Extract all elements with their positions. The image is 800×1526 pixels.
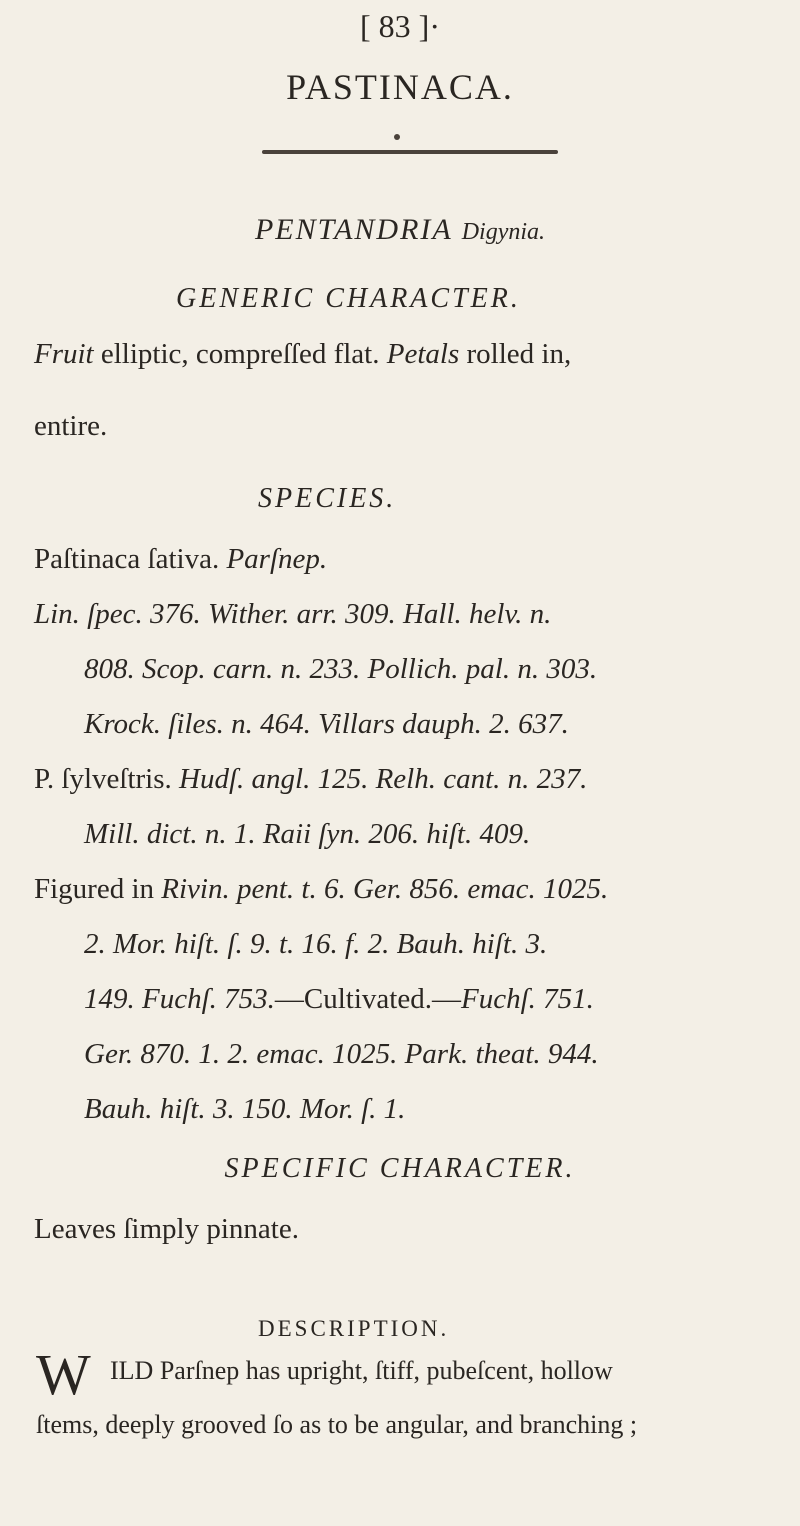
references-line-8a: 149. Fuchſ. 753. bbox=[84, 983, 275, 1015]
drop-capital: W bbox=[36, 1342, 91, 1407]
references-line-7: 2. Mor. hiſt. ſ. 9. t. 16. f. 2. Bauh. hiſt. 3. bbox=[84, 928, 548, 960]
sylvestris-name: P. ſylveſtris. bbox=[34, 763, 172, 795]
specific-character-heading: SPECIFIC CHARACTER. bbox=[224, 1153, 576, 1184]
references-line-8b: Fuchſ. 751. bbox=[460, 983, 594, 1015]
generic-character-heading: GENERIC CHARACTER. bbox=[176, 283, 521, 314]
classification bbox=[0, 213, 800, 247]
petals-label: Petals bbox=[386, 338, 460, 370]
ornamental-rule bbox=[262, 150, 558, 154]
species-sativa bbox=[34, 543, 327, 576]
species-heading: SPECIES. bbox=[258, 483, 397, 514]
description-line-2: ſtems, deeply grooved ſo as to be angular, and branching ; bbox=[36, 1410, 638, 1439]
references-line-2: 808. Scop. carn. n. 233. Pollich. pal. n. 303. bbox=[84, 653, 598, 685]
specific-character-text: Leaves ſimply pinnate. bbox=[34, 1213, 299, 1245]
generic-character-line-2: entire. bbox=[34, 410, 108, 442]
references-line-9: Ger. 870. 1. 2. emac. 1025. Park. theat. 944. bbox=[84, 1038, 599, 1070]
generic-character-line-1 bbox=[34, 338, 571, 371]
figured-label: Figured in bbox=[34, 873, 155, 905]
page-title: PASTINACA. bbox=[286, 67, 514, 107]
references-line-6: Rivin. pent. t. 6. Ger. 856. emac. 1025. bbox=[161, 873, 609, 905]
sativa-common-name: Parſnep. bbox=[226, 543, 328, 575]
references-line-3: Krock. ſiles. n. 464. Villars dauph. 2. 637. bbox=[84, 708, 569, 740]
sativa-name: Paſtinaca ſativa. bbox=[34, 543, 220, 575]
fruit-text: elliptic, compreſſed flat. bbox=[100, 338, 380, 370]
petals-text: rolled in, bbox=[466, 338, 572, 370]
fruit-label: Fruit bbox=[34, 338, 94, 370]
description-heading: DESCRIPTION. bbox=[258, 1316, 450, 1341]
ornament-dot bbox=[394, 134, 400, 140]
figured-in-line bbox=[34, 873, 608, 906]
species-sylvestris bbox=[34, 763, 587, 796]
description-line-1: ILD Parſnep has upright, ſtiff, pubeſcent, hollow bbox=[110, 1356, 613, 1385]
references-line-10: Bauh. hiſt. 3. 150. Mor. ſ. 1. bbox=[84, 1093, 406, 1125]
cultivated-note: —Cultivated.— bbox=[274, 983, 461, 1015]
references-line-4: Hudſ. angl. 125. Relh. cant. n. 237. bbox=[179, 763, 588, 795]
page-number: [ 83 ]· bbox=[360, 8, 440, 44]
class-name: PENTANDRIA bbox=[254, 213, 453, 246]
order-name: Digynia. bbox=[461, 219, 546, 245]
references-line-8 bbox=[84, 983, 594, 1016]
references-line-1: Lin. ſpec. 376. Wither. arr. 309. Hall. helv. n. bbox=[34, 598, 552, 630]
references-line-5: Mill. dict. n. 1. Raii ſyn. 206. hiſt. 409. bbox=[84, 818, 531, 850]
